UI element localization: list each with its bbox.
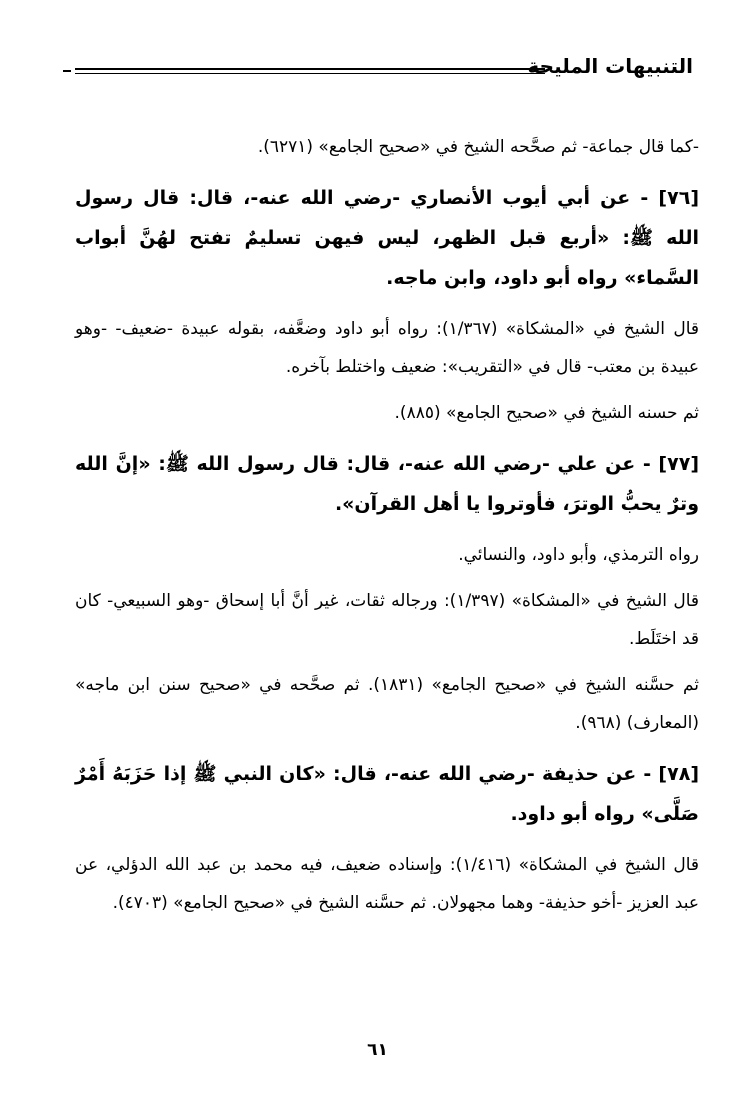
hadith-77-grading: ثم حسَّنه الشيخ في «صحيح الجامع» (١٨٣١). ثم صحَّحه في «صحيح سنن ابن ماجه» (المعارف) (٩٦٨).: [75, 675, 699, 733]
hadith-76-grading: ثم حسنه الشيخ في «صحيح الجامع» (٨٨٥).: [394, 403, 699, 423]
header-dash: [63, 70, 71, 72]
page-body: [75, 128, 699, 922]
paragraph-intro: -كما قال جماعة- ثم صحَّحه الشيخ في «صحيح الجامع» (٦٢٧١).: [257, 137, 699, 157]
hadith-77-text: [٧٧] - عن علي -رضي الله عنه-، قال: قال رسول الله ﷺ: «إنَّ الله وترٌ يحبُّ الوترَ، فأوتروا يا أهل القرآن».: [75, 453, 699, 515]
hadith-78-commentary: قال الشيخ في المشكاة» (١/٤١٦): وإسناده ضعيف، فيه محمد بن عبد الله الدؤلي، عن عبد العزيز -أخو حذيفة- وهما مجهولان. ثم حسَّنه الشيخ في «صحيح الجامع» (٤٧٠٣).: [75, 855, 699, 913]
header-title: التنبيهات المليحة: [527, 54, 693, 78]
running-header: [63, 52, 693, 84]
header-rule: [75, 73, 545, 74]
header-rule: [75, 68, 545, 70]
hadith-76-commentary: قال الشيخ في «المشكاة» (١/٣٦٧): رواه أبو داود وضعَّفه، بقوله عبيدة -ضعيف- -وهو عبيدة بن معتب- قال في «التقريب»: ضعيف واختلط بآخره.: [75, 319, 699, 377]
hadith-77-sources: رواه الترمذي، وأبو داود، والنسائي.: [458, 545, 699, 565]
hadith-77-commentary: قال الشيخ في «المشكاة» (١/٣٩٧): ورجاله ثقات، غير أنَّ أبا إسحاق -وهو السبيعي- كان قد اختَلَط.: [75, 591, 700, 649]
hadith-76-text: [٧٦] - عن أبي أيوب الأنصاري -رضي الله عنه-، قال: قال رسول الله ﷺ: «أربع قبل الظهر، ليس فيهن تسليمٌ تفتح لهُنَّ أبواب السَّماء» رواه أبو داود، وابن ماجه.: [75, 187, 699, 289]
hadith-78-text: [٧٨] - عن حذيفة -رضي الله عنه-، قال: «كان النبي ﷺ إذا حَزَبَهُ أَمْرٌ صَلَّى» رواه أبو داود.: [75, 763, 699, 825]
page-number: ٦١: [367, 1040, 388, 1060]
